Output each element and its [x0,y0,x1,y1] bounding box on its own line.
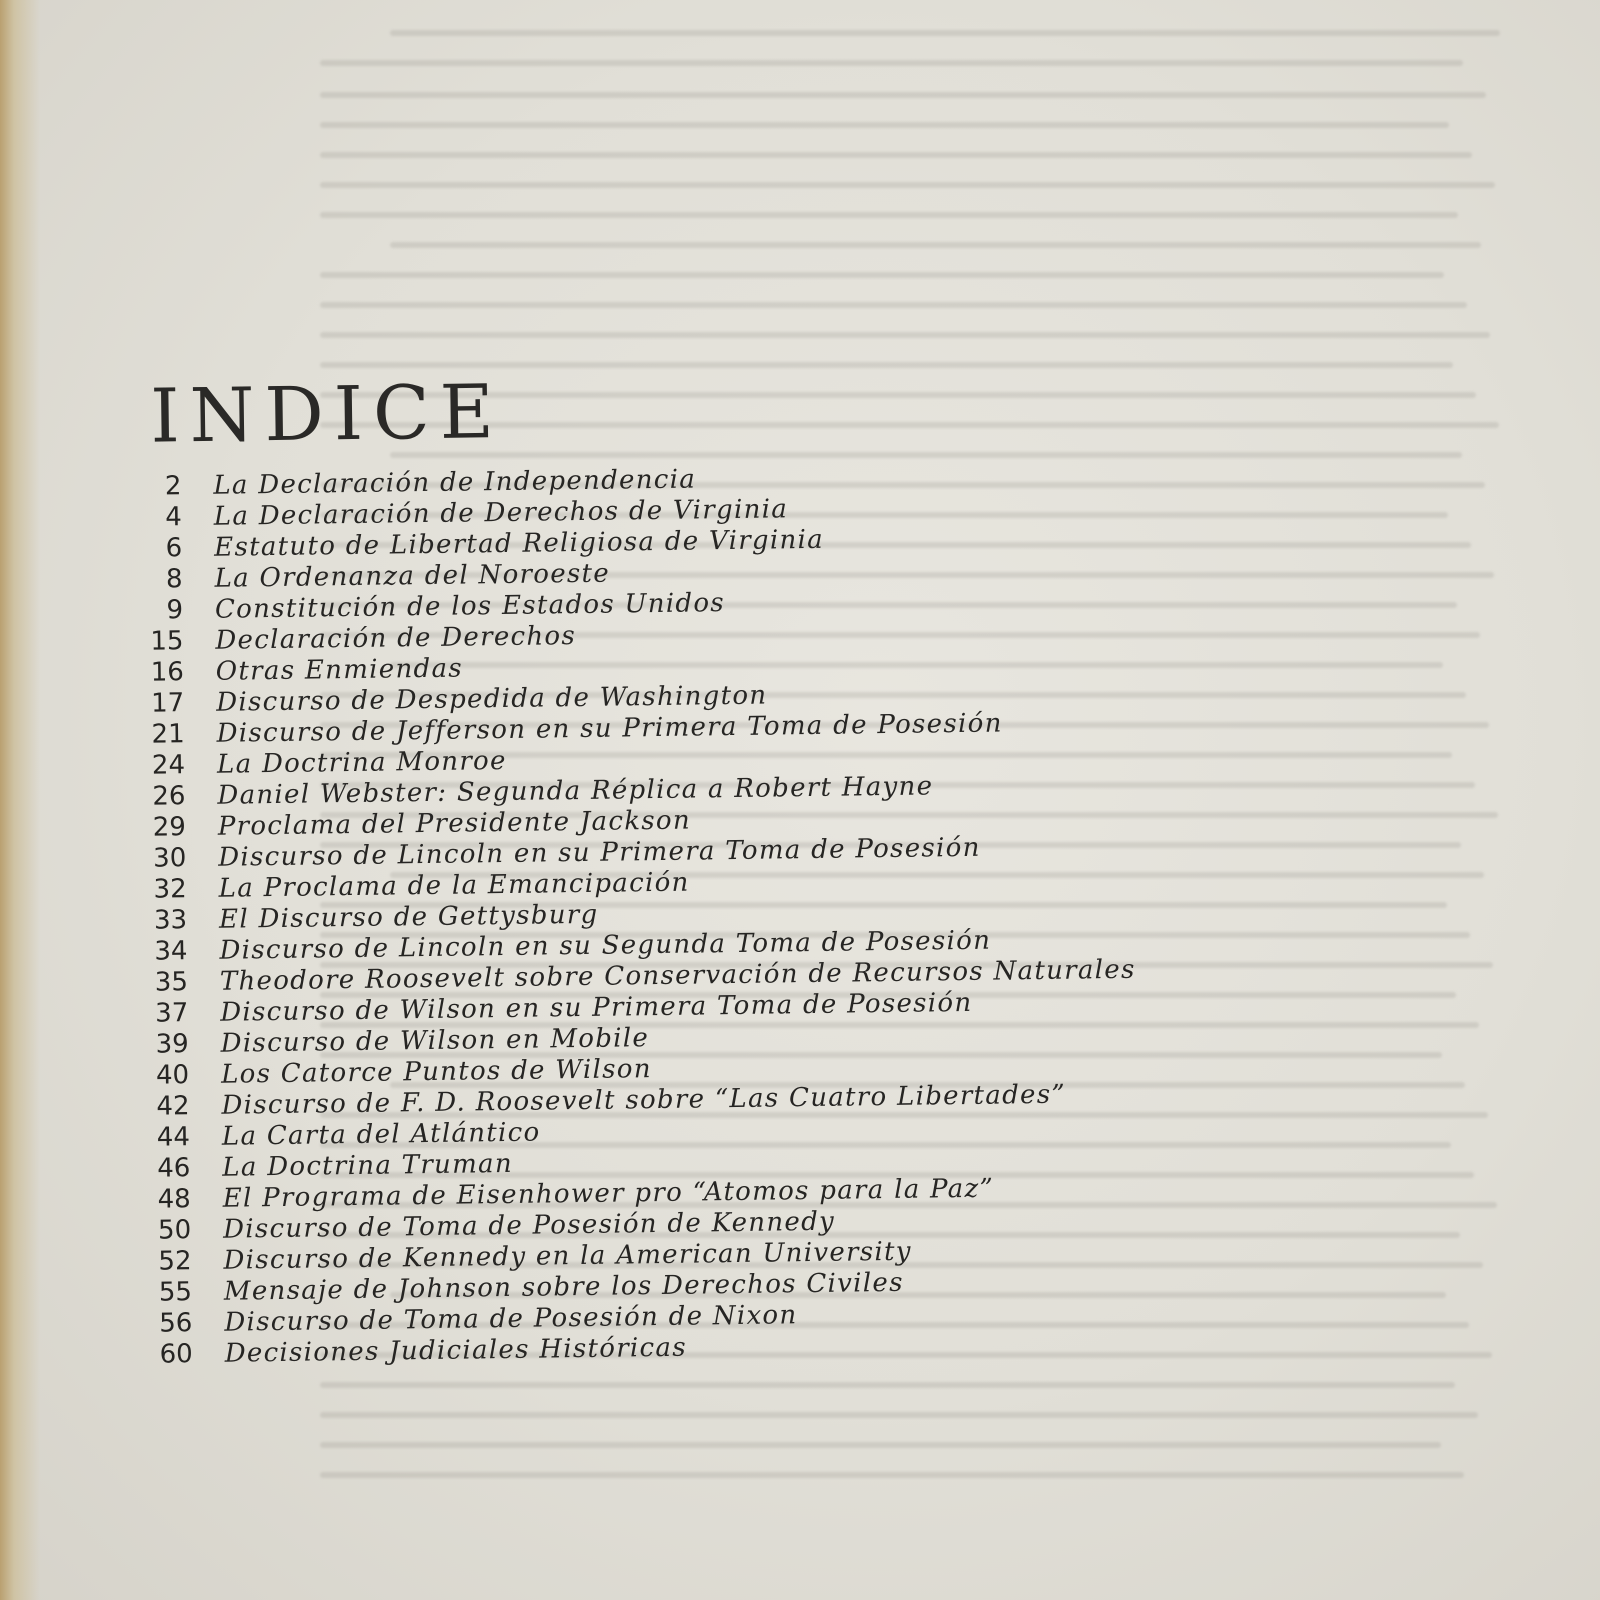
ghost-text-line [320,60,1463,66]
entry-title: Discurso de Kennedy en la American University [223,1236,912,1276]
entry-title: El Discurso de Gettysburg [218,899,599,935]
entry-page-number: 46 [157,1153,191,1184]
entry-title: Decisiones Judiciales Históricas [224,1332,688,1369]
entry-title: El Programa de Eisenhower pro “Atomos para la Paz” [222,1173,995,1214]
ghost-text-line [320,212,1458,218]
entry-title: La Carta del Atlántico [221,1117,541,1152]
ghost-text-line [320,1412,1478,1418]
entry-title: La Proclama de la Emancipación [218,867,690,904]
ghost-text-line [320,92,1486,98]
entry-title: Discurso de Jefferson en su Primera Toma de Posesión [216,708,1003,749]
ghost-text-line [320,302,1467,308]
entry-page-number: 4 [165,502,182,533]
entry-page-number: 55 [158,1277,193,1308]
entry-title: Discurso de Toma de Posesión de Nixon [224,1300,798,1338]
entry-page-number: 21 [151,719,185,750]
entry-page-number: 34 [154,936,188,967]
entry-title: Discurso de Lincoln en su Segunda Toma de Posesión [219,925,992,966]
entry-page-number: 35 [154,967,189,998]
ghost-text-line [320,362,1453,368]
entry-page-number: 60 [159,1339,193,1370]
entry-page-number: 24 [151,750,186,781]
entry-page-number: 32 [153,874,187,905]
entry-page-number: 9 [166,595,184,626]
entry-page-number: 48 [157,1184,191,1215]
entry-title: Daniel Webster: Segunda Réplica a Robert Hayne [217,771,934,811]
ghost-text-line [320,1472,1464,1478]
entry-title: La Doctrina Monroe [216,745,507,780]
entry-title: Estatuto de Libertad Religiosa de Virginia [214,524,825,563]
index-entries [121,458,1233,1371]
entry-page-number: 56 [159,1308,193,1339]
entry-title: Declaración de Derechos [215,621,577,656]
ghost-text-line [390,242,1481,248]
entry-page-number: 29 [152,812,187,843]
entry-page-number: 42 [156,1091,190,1122]
entry-page-number: 8 [165,564,183,595]
ghost-text-line [390,30,1500,36]
entry-title: Los Catorce Puntos de Wilson [220,1054,652,1090]
entry-title: Constitución de los Estados Unidos [214,588,726,625]
ghost-text-line [320,152,1472,158]
ghost-text-line [320,182,1495,188]
entry-title: La Declaración de Derechos de Virginia [213,494,789,532]
entry-page-number: 44 [156,1122,191,1153]
entry-page-number: 6 [165,533,183,564]
binding-shadow [0,0,40,1600]
entry-title: Discurso de F. D. Roosevelt sobre “Las Cuatro Libertades” [221,1079,1067,1121]
entry-page-number: 17 [150,688,185,719]
ghost-text-line [320,1442,1441,1448]
entry-title: Discurso de Wilson en su Primera Toma de Posesión [220,987,973,1028]
ghost-text-line [320,332,1490,338]
entry-page-number: 37 [155,998,189,1029]
entry-page-number: 15 [150,626,184,657]
entry-title: La Ordenanza del Noroeste [214,558,611,594]
entry-page-number: 30 [152,843,187,874]
entry-page-number: 2 [164,471,182,502]
table-of-contents [120,366,1233,1371]
entry-page-number: 26 [152,781,186,812]
entry-title: Proclama del Presidente Jackson [217,805,692,842]
entry-title: La Declaración de Independencia [213,464,697,501]
entry-title: Discurso de Toma de Posesión de Kennedy [222,1206,836,1245]
entry-page-number: 50 [157,1215,192,1246]
entry-title: Discurso de Despedida de Washington [216,680,768,718]
ghost-text-line [320,1382,1455,1388]
entry-title: Discurso de Wilson en Mobile [220,1023,650,1059]
ghost-text-line [320,122,1449,128]
entry-title: Otras Enmiendas [215,653,464,687]
entry-page-number: 40 [155,1060,190,1091]
entry-page-number: 33 [153,905,188,936]
index-heading: INDICE [149,368,505,460]
ghost-text-line [320,272,1444,278]
entry-page-number: 16 [150,657,185,688]
entry-page-number: 39 [155,1029,189,1060]
entry-title: Discurso de Lincoln en su Primera Toma de Posesión [218,832,981,873]
entry-page-number: 52 [158,1246,192,1277]
entry-title: Mensaje de Johnson sobre los Derechos Civiles [223,1267,904,1307]
entry-title: La Doctrina Truman [222,1148,514,1183]
entry-title: Theodore Roosevelt sobre Conservación de Recursos Naturales [219,954,1136,997]
